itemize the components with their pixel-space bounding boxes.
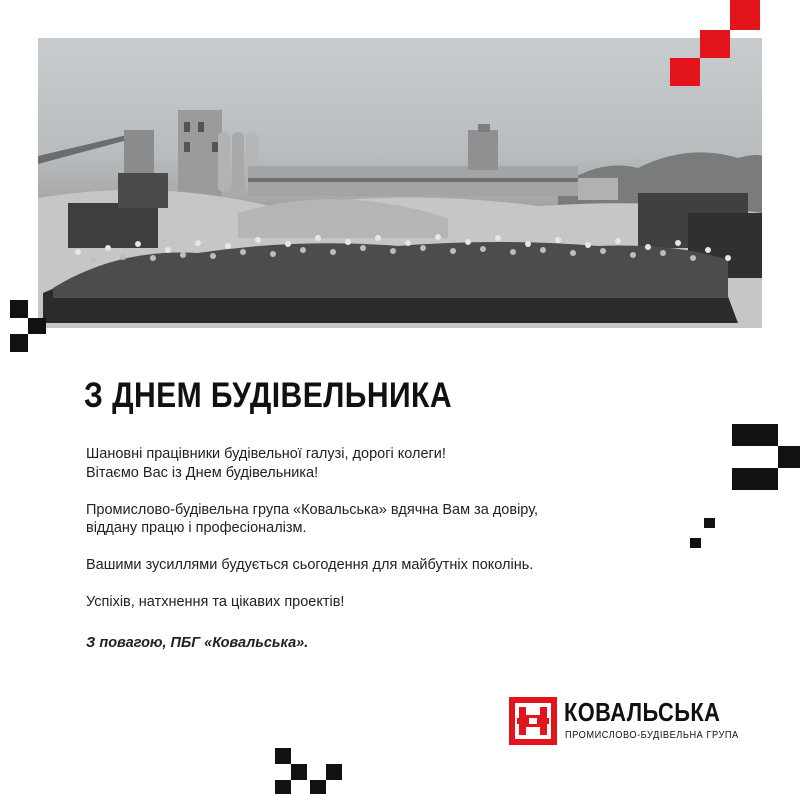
red-pixel-decoration [730,0,760,30]
greeting-line: Шановні працівники будівельної галузі, дорогі колеги! [86,446,446,462]
greeting-line: Успіхів, натхнення та цікавих проектів! [86,594,345,610]
black-pixel-decoration [732,424,778,446]
black-pixel-decoration [275,780,291,794]
kovalska-logo-icon [509,697,557,745]
page-title: З ДНЕМ БУДІВЕЛЬНИКА [84,376,453,415]
black-pixel-decoration [778,446,800,468]
greeting-line: Вашими зусиллями будується сьогодення для майбутніх поколінь. [86,557,534,573]
greeting-line: віддану працю і професіоналізм. [86,520,307,536]
black-pixel-decoration [28,318,46,334]
logo-subtitle: ПРОМИСЛОВО-БУДІВЕЛЬНА ГРУПА [565,729,739,741]
black-pixel-decoration [326,764,342,780]
black-pixel-decoration [291,764,307,780]
black-pixel-decoration [690,538,701,548]
greeting-line: Вітаємо Вас із Днем будівельника! [86,464,319,481]
black-pixel-decoration [732,468,778,490]
black-pixel-decoration [310,780,326,794]
red-pixel-decoration [700,30,730,58]
black-pixel-decoration [704,518,715,528]
group-photo [38,38,762,328]
black-pixel-decoration [10,334,28,352]
greeting-line: Промислово-будівельна група «Ковальська» вдячна Вам за довіру, [86,501,539,518]
greeting-text [86,445,606,612]
black-pixel-decoration [275,748,291,764]
signature: З повагою, ПБГ «Ковальська». [86,635,309,651]
red-pixel-decoration [670,58,700,86]
black-pixel-decoration [10,300,28,318]
logo-name: КОВАЛЬСЬКА [564,697,721,727]
